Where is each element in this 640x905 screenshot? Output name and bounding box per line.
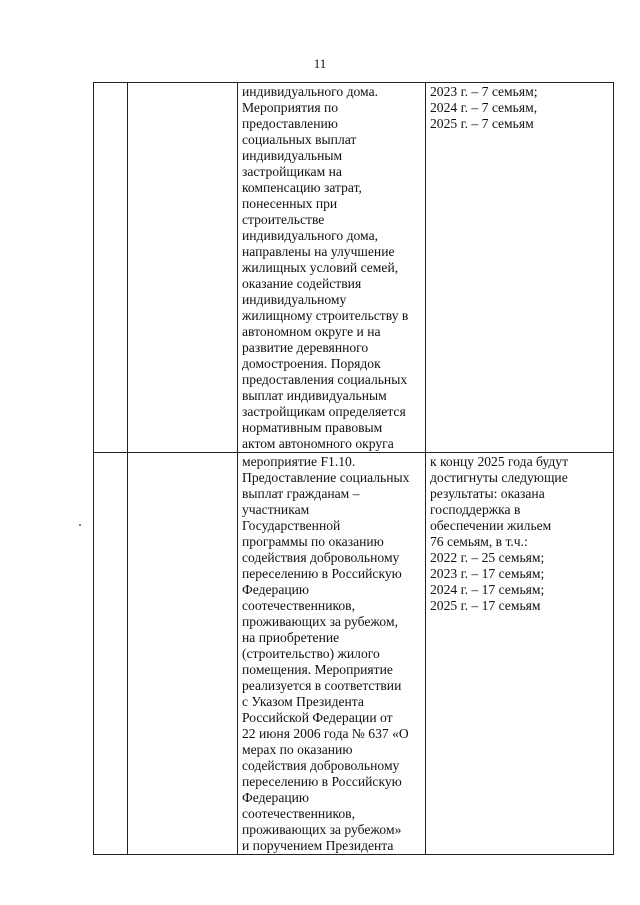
- text-line: домостроения. Порядок: [242, 356, 381, 371]
- text-line: застройщикам определяется: [242, 404, 406, 419]
- measure-description-cell: [238, 453, 426, 855]
- text-line: 22 июня 2006 года № 637 «О: [242, 726, 409, 741]
- text-line: компенсацию затрат,: [242, 180, 362, 195]
- text-line: строительстве: [242, 212, 325, 227]
- text-line: результаты: оказана: [430, 486, 545, 501]
- number-cell: [94, 83, 128, 453]
- text-line: Мероприятия по: [242, 100, 339, 115]
- text-line: мерах по оказанию: [242, 742, 353, 757]
- text-line: автономном округе и на: [242, 324, 381, 339]
- text-line: выплат гражданам –: [242, 486, 360, 501]
- text-line: Российской Федерации от: [242, 710, 393, 725]
- table-row: [94, 453, 614, 855]
- text-line: обеспечении жильем: [430, 518, 552, 533]
- text-line: 2025 г. – 7 семьям: [430, 116, 534, 131]
- text-line: 2022 г. – 25 семьям;: [430, 550, 545, 565]
- text-line: достигнуты следующие: [430, 470, 568, 485]
- text-line: и поручением Президента: [242, 838, 394, 853]
- text-line: застройщикам на: [242, 164, 342, 179]
- text-line: на приобретение: [242, 630, 340, 645]
- text-line: Государственной: [242, 518, 341, 533]
- text-line: Предоставление социальных: [242, 470, 410, 485]
- text-line: Федерацию: [242, 790, 310, 805]
- text-line: проживающих за рубежом,: [242, 614, 398, 629]
- expected-results-cell: [426, 453, 614, 855]
- text-line: (строительство) жилого: [242, 646, 380, 661]
- text-line: предоставления социальных: [242, 372, 408, 387]
- text-line: 2025 г. – 17 семьям: [430, 598, 541, 613]
- text-line: содействия добровольному: [242, 758, 400, 773]
- expected-results-cell: [426, 83, 614, 453]
- text-line: содействия добровольному: [242, 550, 400, 565]
- text-line: соотечественников,: [242, 598, 355, 613]
- text-line: участникам: [242, 502, 310, 517]
- text-line: господдержка в: [430, 502, 521, 517]
- text-line: индивидуального дома.: [242, 84, 379, 99]
- text-line: программы по оказанию: [242, 534, 384, 549]
- text-line: реализуется в соответствии: [242, 678, 402, 693]
- text-line: помещения. Мероприятие: [242, 662, 393, 677]
- text-line: проживающих за рубежом»: [242, 822, 402, 837]
- text-line: оказание содействия: [242, 276, 362, 291]
- table-row: [94, 83, 614, 453]
- indicator-cell: [128, 83, 238, 453]
- page-number: 11: [313, 56, 327, 71]
- text-line: к концу 2025 года будут: [430, 454, 569, 469]
- text-line: социальных выплат: [242, 132, 357, 147]
- text-line: жилищному строительству в: [242, 308, 409, 323]
- text-line: предоставлению: [242, 116, 338, 131]
- text-line: направлены на улучшение: [242, 244, 395, 259]
- text-line: нормативным правовым: [242, 420, 383, 435]
- text-line: Федерацию: [242, 582, 310, 597]
- text-line: актом автономного округа: [242, 436, 394, 451]
- text-line: индивидуального дома,: [242, 228, 379, 243]
- text-line: 2023 г. – 17 семьям;: [430, 566, 545, 581]
- indicator-cell: [128, 453, 238, 855]
- scan-speck: [79, 524, 81, 526]
- text-line: с Указом Президента: [242, 694, 364, 709]
- text-line: 76 семьям, в т.ч.:: [430, 534, 528, 549]
- program-measures-table: [93, 82, 614, 855]
- text-line: индивидуальному: [242, 292, 347, 307]
- text-line: жилищных условий семей,: [242, 260, 399, 275]
- text-line: 2023 г. – 7 семьям;: [430, 84, 538, 99]
- text-line: переселению в Российскую: [242, 774, 402, 789]
- text-line: развитие деревянного: [242, 340, 369, 355]
- text-line: выплат индивидуальным: [242, 388, 387, 403]
- text-line: понесенных при: [242, 196, 338, 211]
- text-line: соотечественников,: [242, 806, 355, 821]
- measure-description-cell: [238, 83, 426, 453]
- text-line: 2024 г. – 7 семьям,: [430, 100, 538, 115]
- text-line: индивидуальным: [242, 148, 343, 163]
- text-line: мероприятие F1.10.: [242, 454, 356, 469]
- text-line: переселению в Российскую: [242, 566, 402, 581]
- number-cell: [94, 453, 128, 855]
- text-line: 2024 г. – 17 семьям;: [430, 582, 545, 597]
